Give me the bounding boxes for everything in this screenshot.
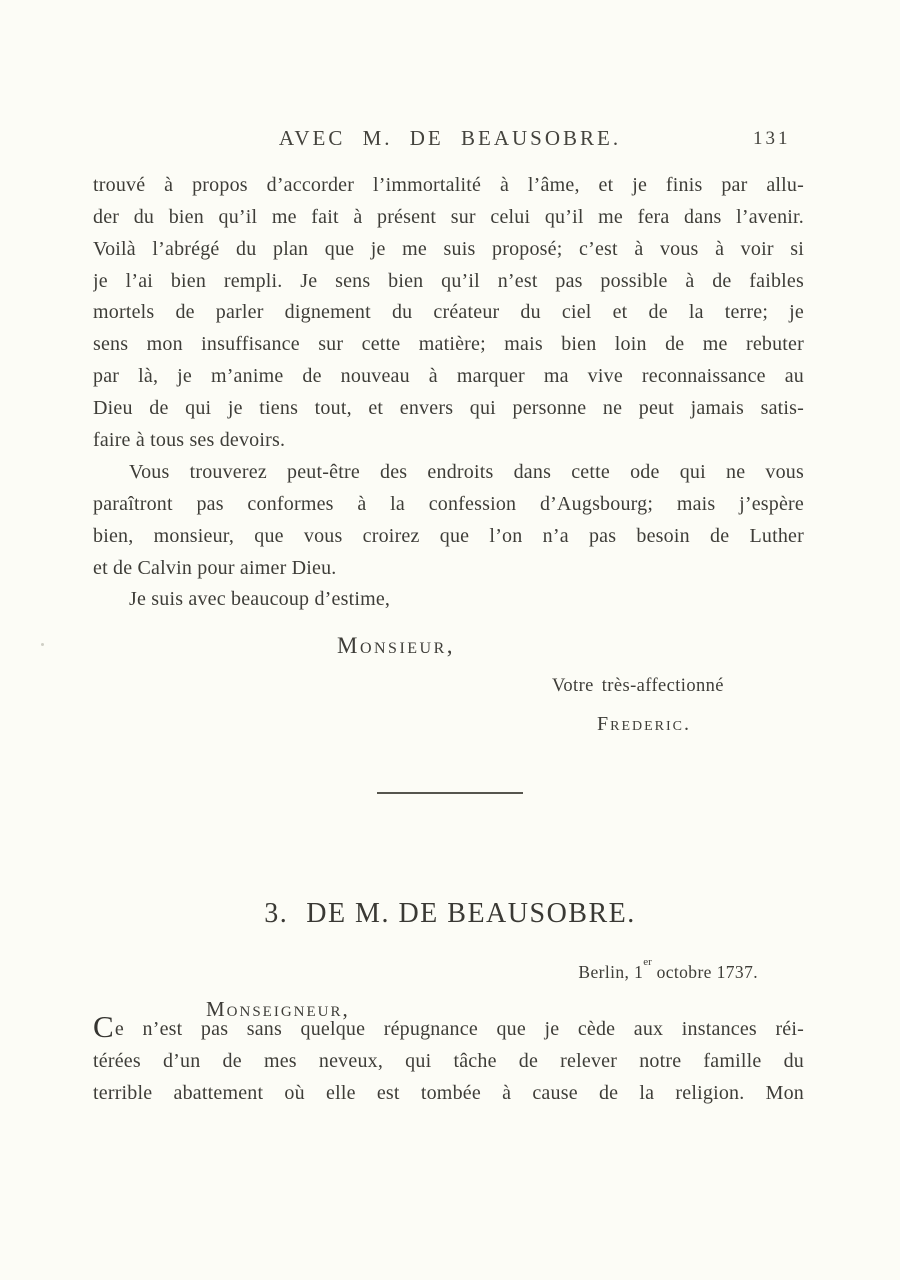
text-line: Dieu de qui je tiens tout, et envers qui personne ne peut jamais satis-	[93, 396, 804, 419]
scan-speck	[41, 643, 44, 646]
section-title: DE M. DE BEAUSOBRE.	[306, 898, 636, 929]
text-line: trouvé à propos d’accorder l’immortalité à l’âme, et je finis par allu-	[93, 174, 804, 196]
dropcap-initial: C	[93, 1014, 114, 1044]
text-line: paraîtront pas conformes à la confession d’Augsbourg; mais j’espère	[93, 492, 804, 515]
text-line: der du bien qu’il me fait à présent sur celui qu’il me fera dans l’avenir.	[93, 205, 804, 228]
text-line: par là, je m’anime de nouveau à marquer ma vive reconnaissance au	[93, 365, 804, 388]
header-title: AVEC M. DE BEAUSOBRE.	[278, 126, 622, 150]
dropcap-line	[93, 1014, 804, 1046]
page-number: 131	[753, 128, 791, 149]
text-line: je l’ai bien rempli. Je sens bien qu’il n’est pas possible à de faibles	[93, 269, 804, 292]
text-line: bien, monsieur, que vous croirez que l’on n’a pas besoin de Luther	[93, 524, 804, 547]
paragraph-4-rest	[93, 1046, 804, 1110]
dateline	[578, 956, 758, 983]
text-line: Je suis avec beaucoup d’estime,	[129, 588, 391, 610]
text-line: mortels de parler dignement du créateur du ciel et de la terre; je	[93, 301, 804, 324]
text-line: terrible abattement où elle est tombée à cause de la religion. Mon	[93, 1081, 804, 1104]
paragraph-4	[93, 1014, 804, 1110]
letter-signature: Frederic.	[597, 713, 692, 735]
dateline-ordinal: er	[643, 956, 652, 969]
dateline-prefix: Berlin, 1	[578, 962, 644, 982]
text-line: Voilà l’abrégé du plan que je me suis proposé; c’est à vous à voir si	[93, 237, 804, 260]
paragraph-3	[93, 584, 804, 616]
text-line: Vous trouverez peut-être des endroits dans cette ode qui ne vous	[129, 461, 804, 483]
section-divider	[377, 792, 523, 794]
letter2-salutation: Monseigneur,	[206, 997, 350, 1021]
text-line: sens mon insuffisance sur cette matière; mais bien loin de me rebuter	[93, 333, 804, 356]
paragraph-2	[93, 457, 804, 584]
text-line: faire à tous ses devoirs.	[93, 428, 286, 451]
section-heading	[0, 898, 900, 930]
dateline-suffix: octobre 1737.	[651, 962, 758, 982]
text-line: térées d’un de mes neveux, qui tâche de relever notre famille du	[93, 1049, 804, 1072]
section-number: 3.	[264, 898, 289, 929]
paragraph-1	[93, 170, 804, 457]
letter-salutation: Monsieur,	[337, 633, 456, 658]
text-line: et de Calvin pour aimer Dieu.	[93, 556, 337, 579]
dropcap-line-text: e n’est pas sans quelque répugnance que je cède aux instances réi-	[114, 1018, 804, 1040]
letter-valediction: Votre très-affectionné	[552, 676, 724, 696]
